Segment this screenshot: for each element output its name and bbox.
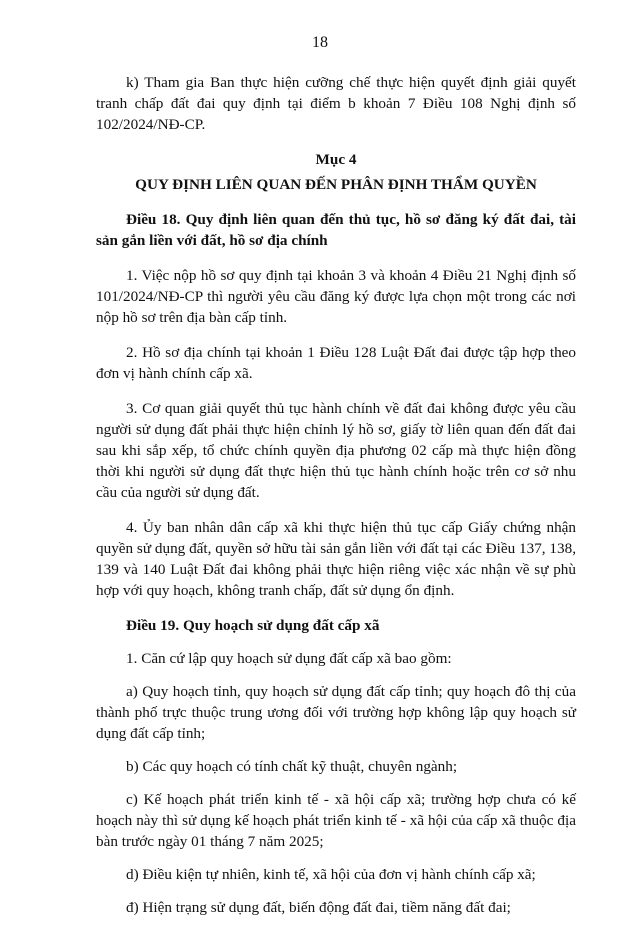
article-19-point-dd: đ) Hiện trạng sử dụng đất, biến động đất đai, tiềm năng đất đai; bbox=[126, 899, 511, 916]
page-content bbox=[96, 72, 576, 930]
article-19-heading: Điều 19. Quy hoạch sử dụng đất cấp xã bbox=[126, 617, 380, 634]
article-18-clause-1: 1. Việc nộp hồ sơ quy định tại khoản 3 và khoản 4 Điều 21 Nghị định số 101/2024/NĐ-CP thì người yêu cầu đăng ký được lựa chọn một trong các nơi nộp hồ sơ trên địa bàn cấp tỉnh. bbox=[96, 267, 576, 326]
article-19-point-a: a) Quy hoạch tỉnh, quy hoạch sử dụng đất cấp tỉnh; quy hoạch đô thị của thành phố trực thuộc trung ương đối với trường hợp không lập quy hoạch sử dụng đất cấp tỉnh; bbox=[96, 683, 576, 742]
article-18-clause-4: 4. Ủy ban nhân dân cấp xã khi thực hiện thủ tục cấp Giấy chứng nhận quyền sử dụng đất, quyền sở hữu tài sản gắn liền với đất tại các Điều 137, 138, 139 và 140 Luật Đất đai không phải thực hiện riêng việc xác nhận về sự phù hợp với quy hoạch, không tranh chấp, đất sử dụng ổn định. bbox=[96, 519, 576, 599]
section-label: Mục 4 bbox=[315, 151, 357, 168]
article-18-heading: Điều 18. Quy định liên quan đến thủ tục, hồ sơ đăng ký đất đai, tài sản gắn liền với đất, hồ sơ địa chính bbox=[96, 211, 576, 249]
article-19-point-b: b) Các quy hoạch có tính chất kỹ thuật, chuyên ngành; bbox=[126, 758, 458, 775]
article-18-clause-3: 3. Cơ quan giải quyết thủ tục hành chính về đất đai không được yêu cầu người sử dụng đất phải thực hiện chỉnh lý hồ sơ, giấy tờ liên quan đến đất đai sau khi sắp xếp, tổ chức chính quyền địa phương 02 cấp mà thực hiện đồng thời khi người sử dụng đất thực hiện thủ tục hành chính hoặc trên cơ sở nhu cầu của người sử dụng đất. bbox=[96, 400, 576, 501]
article-19-point-d: d) Điều kiện tự nhiên, kinh tế, xã hội của đơn vị hành chính cấp xã; bbox=[126, 866, 536, 883]
section-title: QUY ĐỊNH LIÊN QUAN ĐẾN PHÂN ĐỊNH THẨM QUYỀN bbox=[135, 176, 537, 193]
paragraph-k: k) Tham gia Ban thực hiện cưỡng chế thực hiện quyết định giải quyết tranh chấp đất đai quy định tại điểm b khoản 7 Điều 108 Nghị định số 102/2024/NĐ-CP. bbox=[96, 74, 576, 133]
article-19-clause-1: 1. Căn cứ lập quy hoạch sử dụng đất cấp xã bao gồm: bbox=[126, 650, 452, 667]
article-19-point-c: c) Kế hoạch phát triển kinh tế - xã hội cấp xã; trường hợp chưa có kế hoạch này thì sử dụng kế hoạch phát triển kinh tế - xã hội của cấp xã thuộc địa bàn trước ngày 01 tháng 7 năm 2025; bbox=[96, 791, 576, 850]
article-18-clause-2: 2. Hồ sơ địa chính tại khoản 1 Điều 128 Luật Đất đai được tập hợp theo đơn vị hành chính cấp xã. bbox=[96, 344, 576, 382]
page-number: 18 bbox=[312, 34, 328, 51]
